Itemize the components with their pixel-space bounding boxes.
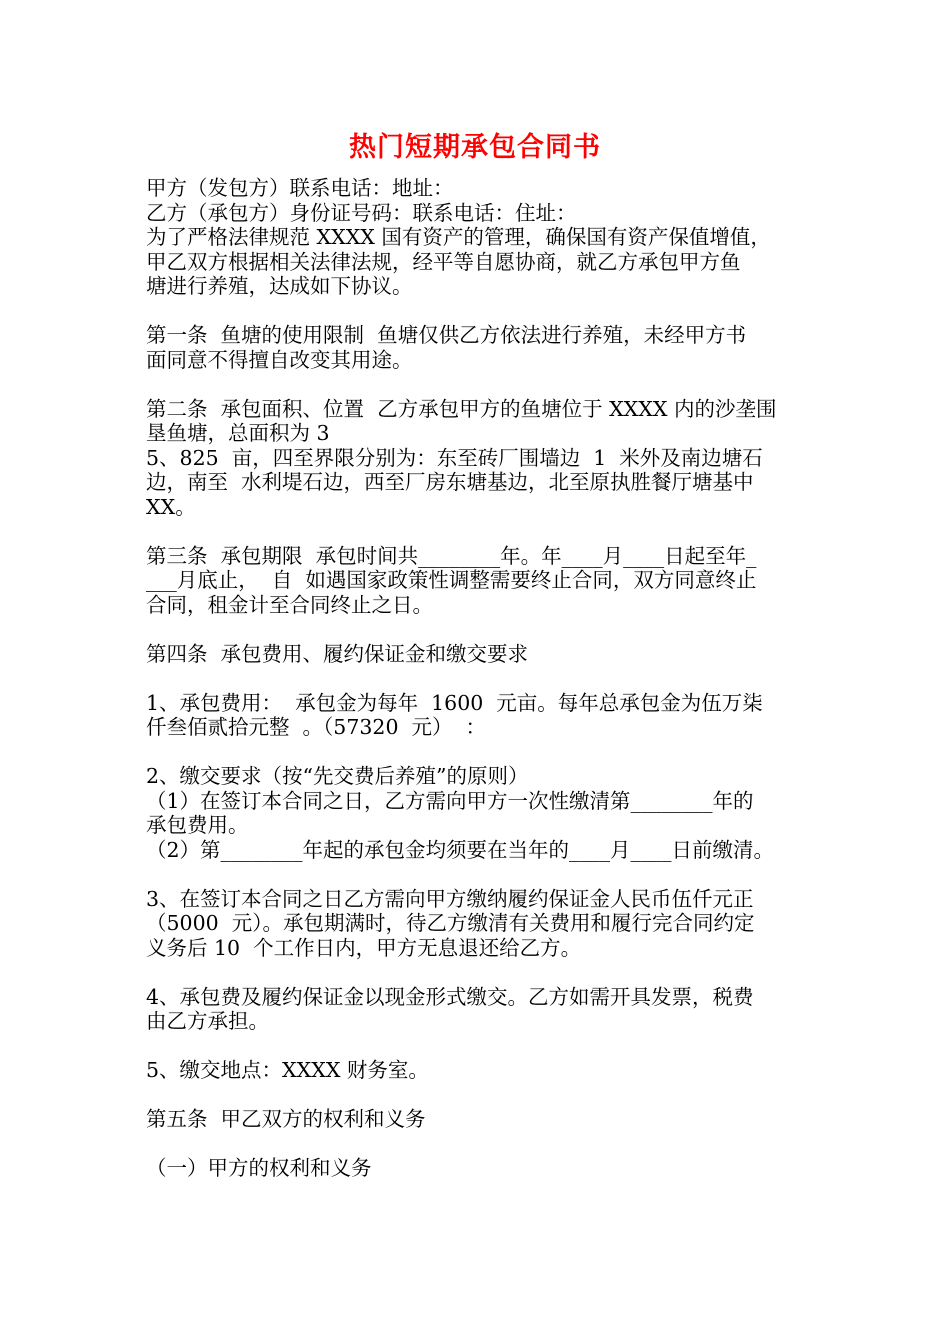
text-line: 1、承包费用： 承包金为每年 1600 元亩。每年总承包金为伍万柒 (146, 690, 763, 715)
text-line: 乙方（承包方）身份证号码：联系电话：住址： (146, 200, 577, 225)
text-line: XX。 (146, 494, 196, 519)
blank-line (146, 740, 826, 765)
blank-line (146, 519, 826, 544)
document-body (146, 176, 826, 1181)
text-line: 第五条 甲乙双方的权利和义务 (146, 1107, 426, 1131)
text-line: （5000 元）。承包期满时，待乙方缴清有关费用和履行完合同约定 (146, 911, 755, 935)
blank-line (146, 617, 826, 642)
text-line: 甲方（发包方）联系电话：地址： (146, 176, 454, 200)
text-line: 合同，租金计至合同终止之日。 (146, 592, 433, 617)
text-line: 面同意不得擅自改变其用途。 (146, 347, 413, 372)
text-line: 第二条 承包面积、位置 乙方承包甲方的鱼塘位于 XXXX 内的沙垄围 (146, 396, 777, 421)
blank-line (146, 1083, 826, 1108)
text-line: 第四条 承包费用、履约保证金和缴交要求 (146, 641, 529, 666)
blank-line (146, 299, 826, 324)
text-line: 4、承包费及履约保证金以现金形式缴交。乙方如需开具发票，税费 (146, 984, 754, 1009)
blank-line (146, 862, 826, 887)
blank-line (146, 666, 826, 691)
text-line: 5、缴交地点：XXXX 财务室。 (146, 1058, 429, 1082)
blank-line (146, 1034, 826, 1059)
text-line: 由乙方承担。 (146, 1009, 269, 1033)
text-line: 垦鱼塘，总面积为 3 (146, 421, 330, 445)
text-line: 承包费用。 (146, 813, 249, 837)
text-line: 仟叁佰贰拾元整 。（57320 元） ： (146, 715, 487, 739)
text-line: （1）在签订本合同之日，乙方需向甲方一次性缴清第________年的 (146, 788, 754, 813)
blank-line (146, 372, 826, 397)
blank-line (146, 960, 826, 985)
text-line: 甲乙双方根据相关法律法规，经平等自愿协商，就乙方承包甲方鱼 (146, 249, 741, 274)
text-line: 为了严格法律规范 XXXX 国有资产的管理，确保国有资产保值增值， (146, 225, 771, 249)
blank-line (146, 1132, 826, 1157)
text-line: 义务后 10 个工作日内，甲方无息退还给乙方。 (146, 935, 582, 960)
text-line: 边，南至 水利堤石边，西至厂房东塘基边，北至原执胜餐厅塘基中 (146, 470, 754, 494)
text-line: 塘进行养殖，达成如下协议。 (146, 274, 413, 298)
text-line: 5、825 亩，四至界限分别为：东至砖厂围墙边 1 米外及南边塘石 (146, 445, 763, 470)
text-line: 第三条 承包期限 承包时间共________年。年____月____日起至年_ (146, 543, 757, 568)
text-line: 3、在签订本合同之日乙方需向甲方缴纳履约保证金人民币伍仟元正 (146, 886, 754, 911)
text-line: （一）甲方的权利和义务 (146, 1156, 372, 1180)
text-line: 第一条 鱼塘的使用限制 鱼塘仅供乙方依法进行养殖，未经甲方书 (146, 323, 747, 347)
text-line: 2、缴交要求（按“先交费后养殖”的原则） (146, 764, 529, 788)
text-line: （2）第________年起的承包金均须要在当年的____月____日前缴清。 (146, 837, 775, 862)
document-title: 热门短期承包合同书 (349, 132, 601, 163)
text-line: ___月底止， 自 如遇国家政策性调整需要终止合同，双方同意终止 (146, 568, 757, 592)
